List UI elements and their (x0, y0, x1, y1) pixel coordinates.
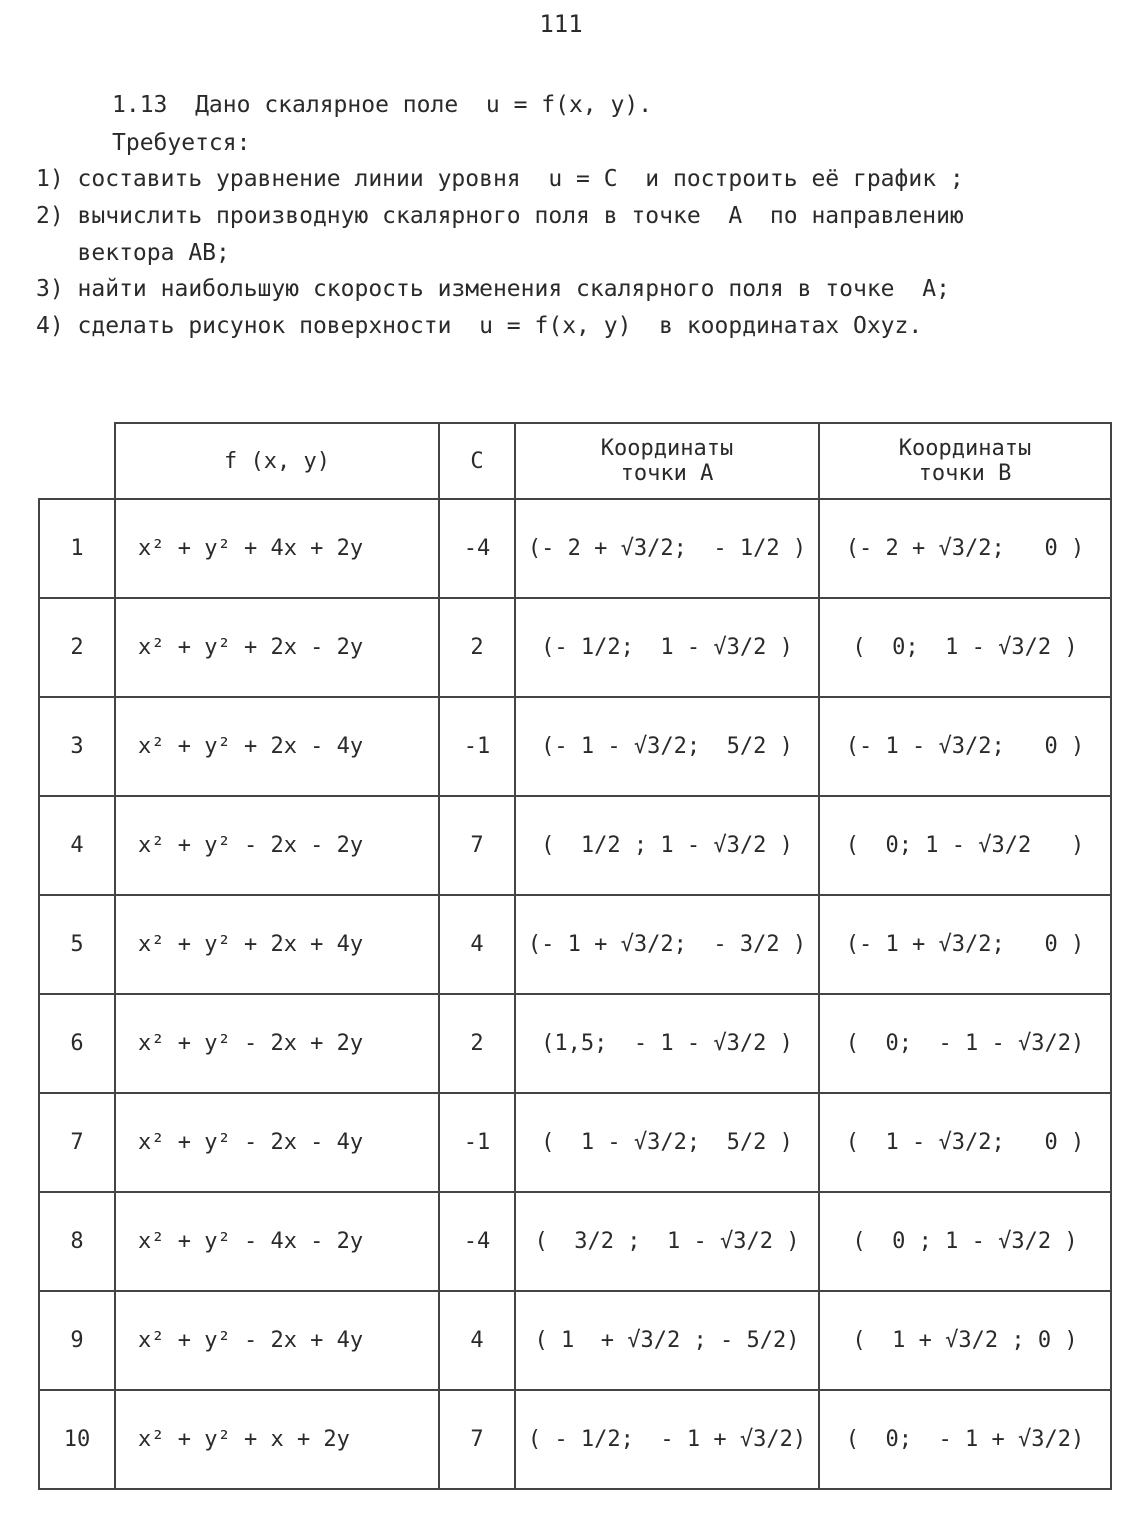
row-c-value: 2 (439, 994, 515, 1093)
table-row (39, 895, 1111, 994)
row-c-value: -1 (439, 1093, 515, 1192)
row-number: 2 (39, 598, 115, 697)
row-point-b: ( 1 - √3/2; 0 ) (819, 1093, 1111, 1192)
table-row (39, 1291, 1111, 1390)
row-function: x² + y² + x + 2y (115, 1390, 439, 1489)
row-point-a: ( 1 - √3/2; 5/2 ) (515, 1093, 819, 1192)
header-corner (39, 423, 115, 499)
problem-item-1: 1) составить уравнение линии уровня u = C и построить её график ; (36, 166, 964, 192)
header-point-a: Координаты точки A (515, 423, 819, 499)
row-number: 7 (39, 1093, 115, 1192)
row-function: x² + y² + 2x + 4y (115, 895, 439, 994)
row-point-b: ( 0 ; 1 - √3/2 ) (819, 1192, 1111, 1291)
table-row (39, 1093, 1111, 1192)
row-function: x² + y² + 2x - 4y (115, 697, 439, 796)
row-point-b: ( 0; - 1 + √3/2) (819, 1390, 1111, 1489)
row-point-a: ( 1 + √3/2 ; - 5/2) (515, 1291, 819, 1390)
row-function: x² + y² + 2x - 2y (115, 598, 439, 697)
row-point-a: ( 3/2 ; 1 - √3/2 ) (515, 1192, 819, 1291)
table-row (39, 697, 1111, 796)
table-header-row (39, 423, 1111, 499)
variants-table (38, 422, 1112, 1490)
row-point-a: (1,5; - 1 - √3/2 ) (515, 994, 819, 1093)
row-function: x² + y² - 4x - 2y (115, 1192, 439, 1291)
row-number: 10 (39, 1390, 115, 1489)
problem-item-2-cont: вектора AB; (36, 240, 230, 266)
row-point-a: (- 1/2; 1 - √3/2 ) (515, 598, 819, 697)
row-number: 4 (39, 796, 115, 895)
row-number: 1 (39, 499, 115, 598)
row-point-a: (- 1 + √3/2; - 3/2 ) (515, 895, 819, 994)
row-point-b: (- 1 + √3/2; 0 ) (819, 895, 1111, 994)
row-c-value: -4 (439, 499, 515, 598)
row-function: x² + y² - 2x + 2y (115, 994, 439, 1093)
problem-item-3: 3) найти наибольшую скорость изменения скалярного поля в точке A; (36, 276, 950, 302)
row-point-b: ( 0; 1 - √3/2 ) (819, 598, 1111, 697)
table-row (39, 598, 1111, 697)
problem-requires: Требуется: (112, 130, 251, 156)
row-point-b: ( 0; 1 - √3/2 ) (819, 796, 1111, 895)
row-c-value: 2 (439, 598, 515, 697)
problem-item-4: 4) сделать рисунок поверхности u = f(x, y) в координатах Oxyz. (36, 313, 923, 339)
header-function: f (x, y) (115, 423, 439, 499)
row-number: 6 (39, 994, 115, 1093)
row-point-b: ( 1 + √3/2 ; 0 ) (819, 1291, 1111, 1390)
problem-item-2: 2) вычислить производную скалярного поля в точке A по направлению (36, 203, 964, 229)
row-c-value: 4 (439, 895, 515, 994)
table-row (39, 1390, 1111, 1489)
row-number: 8 (39, 1192, 115, 1291)
row-point-b: ( 0; - 1 - √3/2) (819, 994, 1111, 1093)
row-point-a: (- 2 + √3/2; - 1/2 ) (515, 499, 819, 598)
row-point-a: ( - 1/2; - 1 + √3/2) (515, 1390, 819, 1489)
table-row (39, 499, 1111, 598)
table-row (39, 994, 1111, 1093)
row-function: x² + y² - 2x + 4y (115, 1291, 439, 1390)
page-number: 111 (539, 10, 583, 38)
row-c-value: 7 (439, 796, 515, 895)
row-point-a: (- 1 - √3/2; 5/2 ) (515, 697, 819, 796)
header-point-b: Координаты точки B (819, 423, 1111, 499)
row-point-a: ( 1/2 ; 1 - √3/2 ) (515, 796, 819, 895)
table-row (39, 1192, 1111, 1291)
row-number: 9 (39, 1291, 115, 1390)
row-point-b: (- 2 + √3/2; 0 ) (819, 499, 1111, 598)
header-c: C (439, 423, 515, 499)
row-number: 5 (39, 895, 115, 994)
row-c-value: -1 (439, 697, 515, 796)
row-c-value: 7 (439, 1390, 515, 1489)
row-function: x² + y² - 2x - 4y (115, 1093, 439, 1192)
row-function: x² + y² - 2x - 2y (115, 796, 439, 895)
row-function: x² + y² + 4x + 2y (115, 499, 439, 598)
row-point-b: (- 1 - √3/2; 0 ) (819, 697, 1111, 796)
table-row (39, 796, 1111, 895)
row-c-value: -4 (439, 1192, 515, 1291)
row-number: 3 (39, 697, 115, 796)
problem-title: 1.13 Дано скалярное поле u = f(x, y). (112, 92, 653, 118)
row-c-value: 4 (439, 1291, 515, 1390)
